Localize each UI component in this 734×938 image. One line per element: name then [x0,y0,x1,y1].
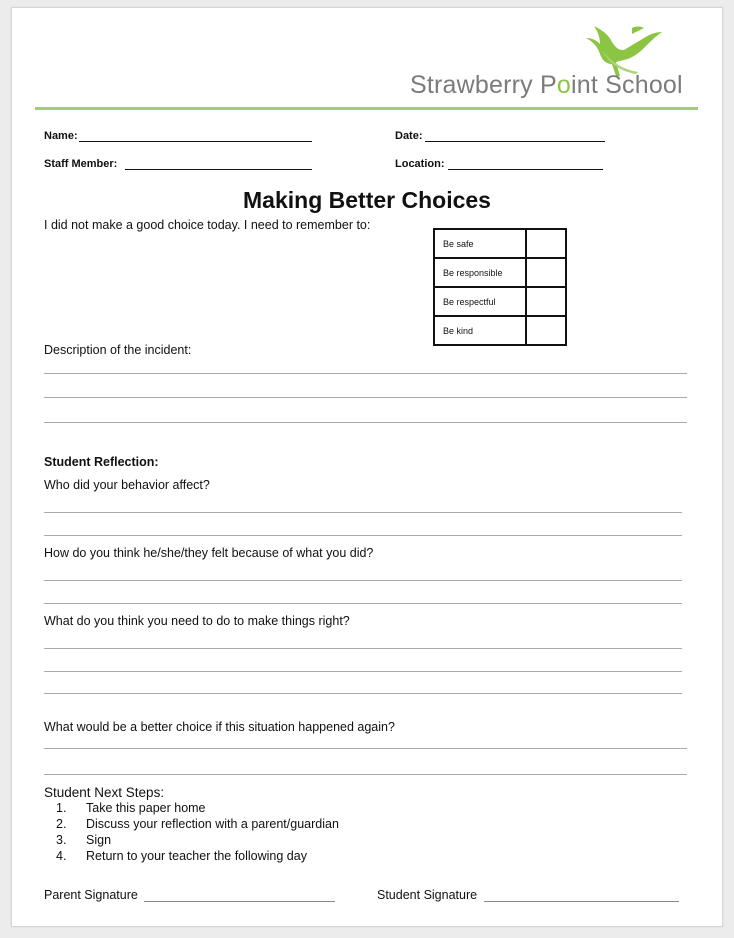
choices-table [433,228,567,346]
choice-checkbox[interactable] [526,287,566,316]
choice-label: Be kind [434,316,526,345]
choice-row [434,229,566,258]
list-item: 1. Take this paper home [56,801,206,815]
date-label: Date: [395,130,423,142]
parent-signature-label: Parent Signature [44,888,138,902]
choice-row [434,287,566,316]
reflection-question-1: Who did your behavior affect? [44,478,210,492]
next-steps-heading: Student Next Steps: [44,785,165,800]
description-line[interactable] [44,422,687,423]
staff-member-label: Staff Member: [44,158,118,170]
description-label: Description of the incident: [44,343,192,357]
intro-text: I did not make a good choice today. I need to remember to: [44,218,371,232]
answer-line[interactable] [44,671,682,672]
list-item: 4. Return to your teacher the following day [56,849,307,863]
choice-label: Be respectful [434,287,526,316]
reflection-heading: Student Reflection: [44,455,159,469]
worksheet-page [11,7,723,927]
answer-line[interactable] [44,648,682,649]
parent-signature-field[interactable] [144,901,335,902]
answer-line[interactable] [44,580,682,581]
choice-label: Be safe [434,229,526,258]
reflection-question-3: What do you think you need to do to make things right? [44,614,350,628]
answer-line[interactable] [44,603,682,604]
answer-line[interactable] [44,774,687,775]
choice-checkbox[interactable] [526,316,566,345]
location-field[interactable] [448,169,603,170]
description-line[interactable] [44,373,687,374]
next-steps-list [44,800,339,864]
answer-line[interactable] [44,748,687,749]
answer-line[interactable] [44,535,682,536]
student-signature-label: Student Signature [377,888,478,902]
name-label: Name: [44,130,78,142]
choice-label: Be responsible [434,258,526,287]
student-signature-field[interactable] [484,901,679,902]
answer-line[interactable] [44,512,682,513]
reflection-question-4: What would be a better choice if this situation happened again? [44,720,395,734]
reflection-question-2: How do you think he/she/they felt because of what you did? [44,546,374,560]
choice-row [434,258,566,287]
list-item: 3. Sign [56,833,112,847]
choice-row [434,316,566,345]
choice-checkbox[interactable] [526,229,566,258]
school-name: Strawberry Point School [410,71,683,99]
choice-checkbox[interactable] [526,258,566,287]
page-title: Making Better Choices [243,187,491,213]
description-line[interactable] [44,397,687,398]
answer-line[interactable] [44,693,682,694]
list-item: 2. Discuss your reflection with a parent/guardian [56,817,339,831]
location-label: Location: [395,158,445,170]
staff-member-field[interactable] [125,169,312,170]
date-field[interactable] [425,141,605,142]
name-field[interactable] [79,141,312,142]
header-divider [35,107,698,110]
